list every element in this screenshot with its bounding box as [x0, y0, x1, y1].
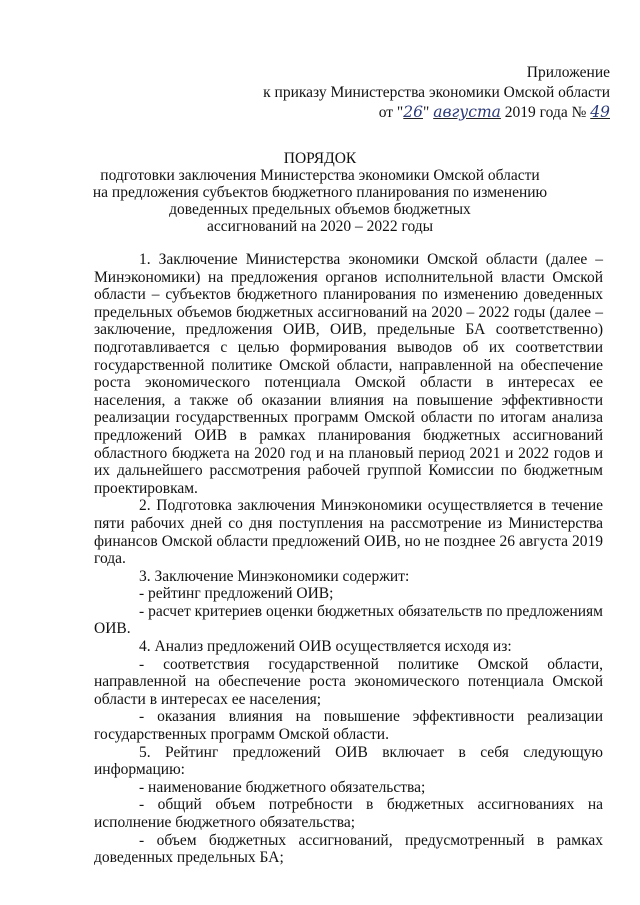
- order-date-line: [379, 102, 610, 123]
- date-prefix: от ": [378, 104, 404, 121]
- handwritten-month: августа: [433, 103, 501, 121]
- list-item-policy: - соответствия государственной политике Омской области, направленной на обеспечение роста экономического потенциала Омской области в интересах ее населения;: [94, 655, 603, 708]
- paragraph-2: 2. Подготовка заключения Минэкономики осуществляется в течение пяти рабочих дней со дня поступления на рассмотрение из Министерства финансов Омской области предложений ОИВ, но не позднее 26 августа 2019 года.: [94, 497, 603, 568]
- list-item-rating: - рейтинг предложений ОИВ;: [139, 585, 334, 603]
- title-line-4: ассигнований на 2020 – 2022 годы: [206, 218, 434, 235]
- title-line-3: доведенных предельных объемов бюджетных: [169, 201, 471, 218]
- paragraph-3: 3. Заключение Минэкономики содержит:: [139, 567, 410, 585]
- handwritten-day: 26: [403, 103, 423, 121]
- list-item-name: - наименование бюджетного обязательства;: [139, 778, 426, 796]
- year-and-number-label: 2019 года №: [504, 104, 587, 121]
- list-item-total-need: - общий объем потребности в бюджетных ассигнованиях на исполнение бюджетного обязательства;: [94, 796, 603, 831]
- paragraph-5: 5. Рейтинг предложений ОИВ включает в себя следующую информацию:: [94, 743, 603, 779]
- list-item-allocated: - объем бюджетных ассигнований, предусмотренный в рамках доведенных предельных БА;: [94, 831, 603, 867]
- paragraph-4: 4. Анализ предложений ОИВ осуществляется исходя из:: [139, 638, 512, 656]
- order-reference: к приказу Министерства экономики Омской области: [263, 84, 610, 101]
- title-heading: ПОРЯДОК: [283, 150, 357, 167]
- list-item-criteria: - расчет критериев оценки бюджетных обязательств по предложениям ОИВ.: [94, 602, 603, 638]
- title-line-1: подготовки заключения Министерства экономики Омской области: [100, 167, 540, 184]
- title-line-2: на предложения субъектов бюджетного планирования по изменению: [92, 184, 548, 201]
- list-item-efficiency: - оказания влияния на повышение эффективности реализации государственных программ Омской области.: [94, 708, 603, 744]
- document-title: [90, 150, 550, 235]
- appendix-label: Приложение: [526, 64, 610, 81]
- document-body: [94, 251, 603, 867]
- paragraph-1: 1. Заключение Министерства экономики Омской области (далее – Минэкономики) на предложения органов исполнительной власти Омской области – субъектов бюджетного планирования по изменению доведенных предельных объемов бюджетных ассигнований на 2020 – 2022 годы (далее – заключение, предложения ОИВ, ОИВ, предельные БА соответственно) подготавливается с целью формирования выводов об их соответствии государственной политике Омской области, направленной на обеспечение роста экономического потенциала Омской области в интересах ее населения, а также об оказании влияния на повышение эффективности реализации государственных программ Омской области по итогам анализа предложений ОИВ в рамках планирования бюджетных ассигнований областного бюджета на 2020 год и на плановый период 2021 и 2022 годов и их дальнейшего рассмотрения рабочей группой Комиссии по бюджетным проектировкам.: [94, 251, 603, 497]
- date-quote: ": [423, 104, 430, 121]
- handwritten-number: 49: [590, 103, 610, 121]
